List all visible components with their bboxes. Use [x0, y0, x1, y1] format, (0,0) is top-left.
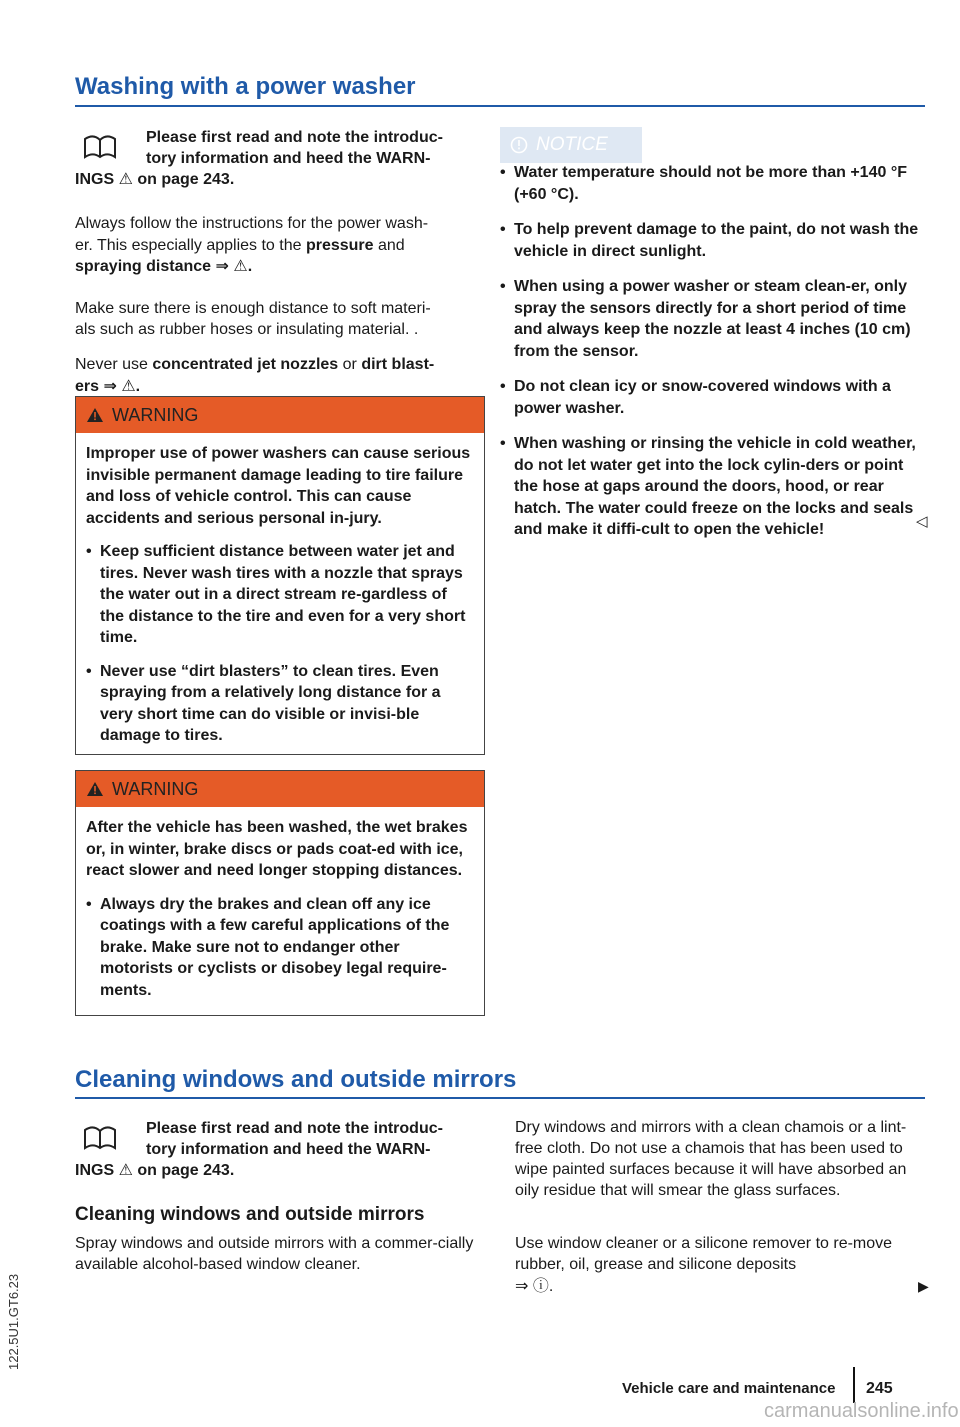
- book-icon: [83, 133, 117, 159]
- intro-line-1: Please first read and note the introduc-: [146, 129, 443, 146]
- page-number: 245: [866, 1380, 893, 1397]
- section-title-windows: Cleaning windows and outside mirrors: [75, 1066, 517, 1093]
- warning1-paragraph: Improper use of power washers can cause serious invisible permanent damage leading to tire failure and loss of vehicle control. This can cause accidents and serious personal in-jury.: [86, 445, 471, 527]
- para1-line-3: spraying distance ⇒ ⚠.: [75, 258, 253, 275]
- continue-arrow-icon: ▶: [918, 1278, 929, 1294]
- warning-triangle-icon: [86, 781, 104, 797]
- warning-heading-2: WARNING: [112, 779, 199, 799]
- para3-dirt-blasters: dirt blast-: [361, 356, 435, 373]
- intro-line-2: tory information and heed the WARN-: [146, 150, 431, 167]
- warning-box-1: [75, 396, 485, 755]
- section-title-power-washer: Washing with a power washer: [75, 73, 416, 100]
- intro-line-3: INGS ⚠ on page 243.: [75, 171, 235, 188]
- warning-box-2: [75, 770, 485, 1016]
- para3-jet-nozzles: concentrated jet nozzles: [152, 356, 339, 373]
- warning1-bullet-1: • Keep sufficient distance between water jet and tires. Never wash tires with a nozzle that sprays the water out in a direct stream re-gardless of the distance to the tire and even for a very short time.: [86, 541, 474, 649]
- warning2-paragraph: After the vehicle has been washed, the wet brakes or, in winter, brake discs or pads coat-ed with ice, react slower and need longer stopping distances.: [86, 819, 468, 879]
- notice-item-1: • Water temperature should not be more than +140 °F (+60 °C).: [500, 162, 925, 205]
- warning-header-1: [76, 397, 484, 433]
- warning-triangle-icon: [86, 407, 104, 423]
- warning-heading-1: WARNING: [112, 405, 199, 425]
- section-rule: [75, 105, 925, 107]
- para3-line-1: [75, 354, 434, 375]
- notice-item-4: • Do not clean icy or snow-covered windows with a power washer.: [500, 376, 925, 419]
- right-paragraph-2: Use window cleaner or a silicone remover to re-move rubber, oil, grease and silicone deposits: [515, 1235, 893, 1273]
- notice-list: [500, 162, 925, 555]
- para1-and: and: [373, 237, 405, 254]
- watermark: carmanualsonline.info: [764, 1400, 959, 1422]
- side-code: 122.5U1.GT6.23: [6, 1273, 21, 1370]
- para1-line-2: [75, 235, 405, 256]
- intro2-line-2: tory information and heed the WARN-: [146, 1141, 431, 1158]
- notice-header: [500, 127, 642, 163]
- footer-section-label: Vehicle care and maintenance: [622, 1380, 836, 1397]
- notice-info-icon: [510, 136, 528, 154]
- notice-item-3: • When using a power washer or steam clean-er, only spray the sensors directly for a short period of time and always keep the nozzle at least 4 inches (10 cm) from the sensor.: [500, 276, 925, 362]
- notice-item-2: • To help prevent damage to the paint, do not wash the vehicle in direct sunlight.: [500, 219, 925, 262]
- intro2-line-3: INGS ⚠ on page 243.: [75, 1162, 235, 1179]
- para1-line-1: Always follow the instructions for the power wash-: [75, 215, 429, 232]
- footer-divider: [853, 1367, 855, 1403]
- notice-item-5: • When washing or rinsing the vehicle in cold weather, do not let water get into the lock cylin-ders or point the hose at gaps around the doors, hood, or rear hatch. The water could freeze on the locks and seals and make it diffi-cult to open the vehicle!: [500, 433, 925, 541]
- warning2-bullet-1: • Always dry the brakes and clean off any ice coatings with a few careful applications of the brake. Make sure not to endanger other motorists or cyclists or disobey legal require-ments.: [86, 894, 474, 1002]
- para3-or: or: [338, 356, 362, 373]
- warning1-bullet-2: • Never use “dirt blasters” to clean tires. Even spraying from a relatively long distance for a very short time can do visible or invisi-ble damage to tires.: [86, 661, 474, 747]
- para3-line-2: ers ⇒ ⚠.: [75, 378, 141, 395]
- right-paragraph-1: Dry windows and mirrors with a clean chamois or a lint-free cloth. Do not use a chamois that has been used to wipe painted surfaces because it will have absorbed an oily residue that will smear the glass surfaces.: [515, 1119, 907, 1199]
- para2-line-2: als such as rubber hoses or insulating material. .: [75, 321, 419, 338]
- left-paragraph: Spray windows and outside mirrors with a commer-cially available alcohol-based window cleaner.: [75, 1235, 474, 1273]
- intro2-line-1: Please first read and note the introduc-: [146, 1120, 443, 1137]
- para2-line-1: Make sure there is enough distance to soft materi-: [75, 300, 431, 317]
- para1-pressure: pressure: [305, 237, 374, 254]
- warning-header-2: [76, 771, 484, 807]
- section-rule-2: [75, 1097, 925, 1099]
- end-marker-icon: ◁: [916, 513, 928, 530]
- book-icon: [83, 1124, 117, 1150]
- para3-text: Never use: [75, 356, 153, 373]
- para1-text: er. This especially applies to the: [75, 237, 306, 254]
- notice-heading: NOTICE: [536, 134, 608, 155]
- subheading-windows: Cleaning windows and outside mirrors: [75, 1204, 425, 1225]
- right-paragraph-2-reference: ⇒ ⓘ.: [515, 1278, 554, 1295]
